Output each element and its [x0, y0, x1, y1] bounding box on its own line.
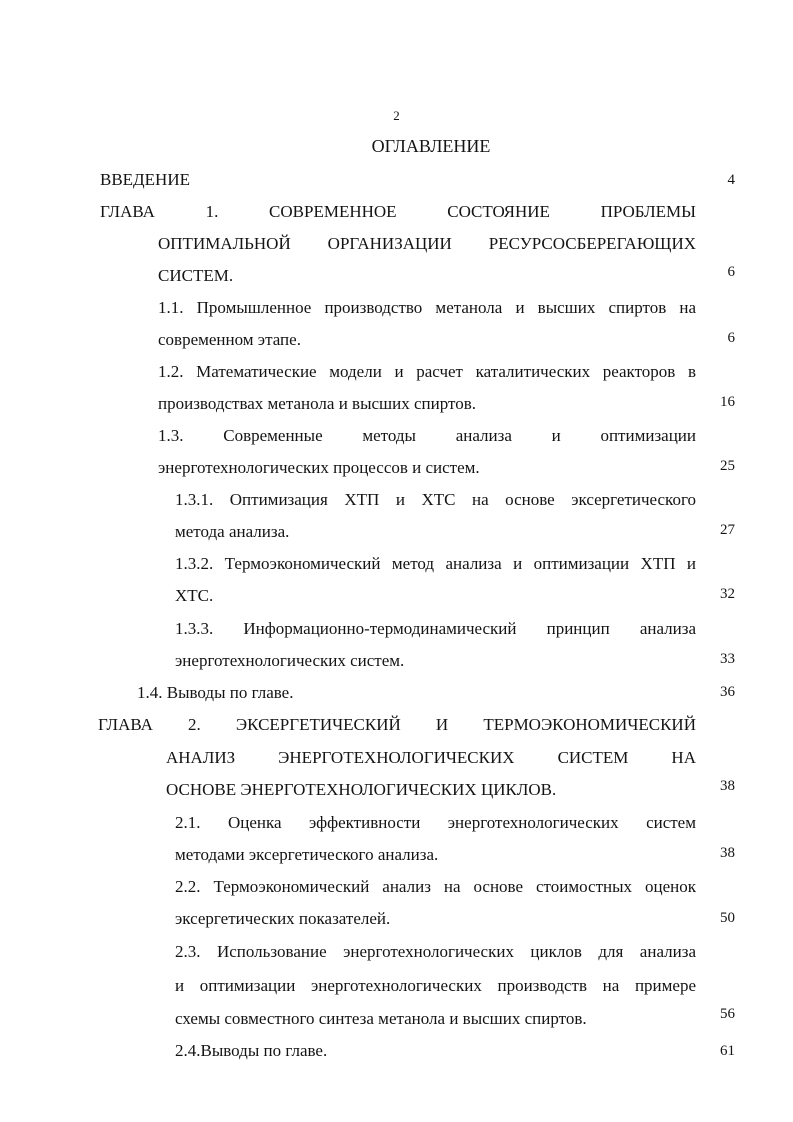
- toc-entry-1-4-line: 1.4. Выводы по главе.: [137, 683, 294, 702]
- toc-entry-1-3-2-line: ХТС.: [175, 586, 214, 605]
- toc-entry-ch1-line: ОПТИМАЛЬНОЙ ОРГАНИЗАЦИИ РЕСУРСОСБЕРЕГАЮЩИХ: [158, 234, 696, 253]
- toc-entry-ch2-line: АНАЛИЗ ЭНЕРГОТЕХНОЛОГИЧЕСКИХ СИСТЕМ НА: [166, 748, 696, 767]
- toc-entry-intro-line: ВВЕДЕНИЕ: [100, 170, 190, 189]
- toc-page-number: 6: [727, 330, 735, 346]
- toc-entry-2-2-line: 2.2. Термоэкономический анализ на основе стоимостных оценок: [175, 877, 696, 896]
- toc-entry-1-3-2-line: 1.3.2. Термоэкономический метод анализа и оптимизации ХТП и: [175, 554, 696, 573]
- toc-entry-ch1-line: ГЛАВА 1. СОВРЕМЕННОЕ СОСТОЯНИЕ ПРОБЛЕМЫ: [100, 202, 696, 221]
- page-number: 2: [393, 108, 400, 123]
- toc-page-number: 32: [720, 586, 735, 602]
- toc-entry-1-3-1-line: 1.3.1. Оптимизация ХТП и ХТС на основе эксергетического: [175, 490, 696, 509]
- toc-entry-1-1-line: современном этапе.: [158, 330, 301, 349]
- toc-entry-ch2-line: ГЛАВА 2. ЭКСЕРГЕТИЧЕСКИЙ И ТЕРМОЭКОНОМИЧЕСКИЙ: [98, 715, 696, 734]
- toc-entry-1-1-line: 1.1. Промышленное производство метанола и высших спиртов на: [158, 298, 696, 317]
- toc-page-number: 27: [720, 522, 735, 538]
- toc-entry-ch2-line: ОСНОВЕ ЭНЕРГОТЕХНОЛОГИЧЕСКИХ ЦИКЛОВ.: [166, 780, 557, 799]
- toc-page-number: 36: [720, 684, 735, 700]
- toc-page-number: 38: [720, 778, 735, 794]
- toc-entry-2-3-line: схемы совместного синтеза метанола и высших спиртов.: [175, 1009, 587, 1028]
- toc-page-number: 50: [720, 910, 735, 926]
- toc-page-number: 33: [720, 651, 735, 667]
- toc-entry-2-4-line: 2.4.Выводы по главе.: [175, 1041, 328, 1060]
- toc-entry-1-3-1-line: метода анализа.: [175, 522, 290, 541]
- toc-page-number: 4: [727, 172, 735, 188]
- toc-entry-2-3-line: 2.3. Использование энерготехнологических циклов для анализа: [175, 942, 696, 961]
- toc-page-number: 16: [720, 394, 735, 410]
- toc-entry-1-3-3-line: энерготехнологических систем.: [175, 651, 405, 670]
- toc-entry-1-2-line: 1.2. Математические модели и расчет каталитических реакторов в: [158, 362, 696, 381]
- toc-entry-2-2-line: эксергетических показателей.: [175, 909, 391, 928]
- toc-title: ОГЛАВЛЕНИЕ: [371, 136, 491, 156]
- toc-page-number: 56: [720, 1006, 735, 1022]
- toc-entry-1-3-line: 1.3. Современные методы анализа и оптимизации: [158, 426, 696, 445]
- toc-entry-2-3-line: и оптимизации энерготехнологических производств на примере: [175, 976, 696, 995]
- toc-page-number: 25: [720, 458, 735, 474]
- toc-entry-1-3-line: энерготехнологических процессов и систем.: [158, 458, 480, 477]
- toc-entry-1-3-3-line: 1.3.3. Информационно-термодинамический принцип анализа: [175, 619, 696, 638]
- toc-page-number: 38: [720, 845, 735, 861]
- toc-entry-2-1-line: методами эксергетического анализа.: [175, 845, 439, 864]
- toc-page-number: 61: [720, 1043, 735, 1059]
- toc-entry-2-1-line: 2.1. Оценка эффективности энерготехнологических систем: [175, 813, 696, 832]
- toc-entry-1-2-line: производствах метанола и высших спиртов.: [158, 394, 476, 413]
- toc-entry-ch1-line: СИСТЕМ.: [158, 266, 234, 285]
- toc-page-number: 6: [727, 264, 735, 280]
